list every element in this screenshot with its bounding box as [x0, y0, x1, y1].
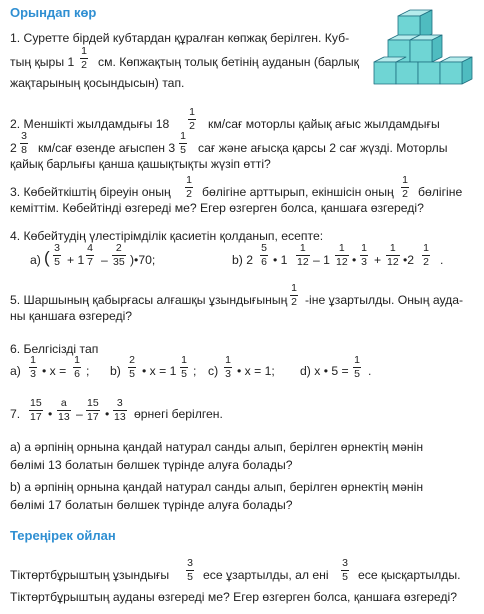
- problem-2-line-2c: сағ және ағысқа қарсы 2 сағ жүзді. Моторлы: [198, 141, 448, 155]
- problem-3-line-2: кеміттім. Көбейтінді өзгереді ме? Егер өзгерген болса, қаншаға өзгереді?: [10, 201, 424, 215]
- problem-4b-op1: • 1: [273, 253, 288, 267]
- problem-4b-end: .: [440, 253, 444, 267]
- fraction: 4 7: [87, 242, 93, 268]
- problem-7-op1: •: [48, 407, 53, 421]
- problem-6d-end: .: [368, 364, 372, 378]
- problem-4b-op2: – 1: [313, 253, 330, 267]
- problem-6a-label: а): [10, 364, 21, 378]
- problem-3-line-1a: 3. Көбейткіштің біреуін оның: [10, 185, 171, 199]
- problem-7a-line-2: бөлімі 13 болатын бөлшек түрінде алуға болады?: [10, 458, 293, 472]
- fraction: 3 5: [54, 242, 60, 268]
- problem-6b-end: ;: [193, 364, 197, 378]
- problem-5-line-2: ны қаншаға өзгереді?: [10, 309, 133, 323]
- problem-7-tail: өрнегі берілген.: [134, 407, 223, 421]
- problem-1-line-2b: см. Көпжақтың толық бетінің ауданын (барлық: [98, 55, 359, 69]
- problem-4b-op4: +: [374, 253, 382, 267]
- think-line-1b: есе ұзартылды, ал ені: [203, 568, 329, 582]
- problem-3-line-1c: бөлігіне: [418, 185, 463, 199]
- problem-4b-op5: •2: [403, 253, 415, 267]
- problem-7a-line-1: а) a әрпінің орнына қандай натурал санды алып, берілген өрнектің мәнін: [10, 440, 424, 454]
- fraction: 1 2: [189, 106, 195, 132]
- problem-7b-line-1: b) a әрпінің орнына қандай натурал санды алып, берілген өрнектің мәнін: [10, 480, 424, 494]
- fraction: 3 5: [187, 557, 193, 583]
- problem-5-line-1b: -іне ұзартылды. Оның ауда-: [305, 293, 464, 307]
- problem-4a-paren: (: [44, 248, 50, 267]
- problem-7-op3: •: [105, 407, 110, 421]
- problem-6c-label: c): [208, 364, 219, 378]
- problem-1-line-2a: тың қыры 1: [10, 55, 75, 69]
- fraction: 1 5: [181, 354, 187, 380]
- problem-4a-label: а): [30, 253, 41, 267]
- problem-2-line-3: қайық барлығы қанша қашықтықты жүзіп өтті?: [10, 157, 271, 171]
- fraction: 15 17: [30, 397, 42, 423]
- fraction: a 13: [58, 397, 70, 423]
- problem-3-line-1b: бөлігіне арттырып, екіншісін оның: [202, 185, 394, 199]
- fraction: 1 3: [225, 354, 231, 380]
- problem-7-op2: –: [76, 407, 83, 421]
- fraction: 1 12: [387, 242, 399, 268]
- problem-6a-op: • x =: [42, 364, 67, 378]
- fraction: 15 17: [87, 397, 99, 423]
- fraction: 1 6: [74, 354, 80, 380]
- problem-6b-label: b): [110, 364, 121, 378]
- fraction: 5 6: [261, 242, 267, 268]
- problem-4b-label: b) 2: [232, 253, 254, 267]
- problem-6c-op: • x = 1;: [237, 364, 275, 378]
- problem-2-line-1b: км/сағ моторлы қайық ағыс жылдамдығы: [208, 117, 440, 131]
- problem-4-line-1: 4. Көбейтудің үлестірімділік қасиетін қолданып, есепте:: [10, 229, 324, 243]
- think-line-1c: есе қысқартылды.: [358, 568, 461, 582]
- fraction: 1 12: [336, 242, 348, 268]
- fraction: 3 5: [342, 557, 348, 583]
- fraction: 1 2: [402, 174, 408, 200]
- problem-1-line-1: 1. Суретте бірдей кубтардан құралған көпжақ берілген. Куб-: [10, 31, 350, 45]
- problem-4a-minus: –: [101, 253, 108, 267]
- fraction: 1 2: [423, 242, 429, 268]
- problem-6b-op: • x = 1: [142, 364, 177, 378]
- fraction: 1 5: [180, 130, 186, 156]
- problem-2-line-2a: 2: [10, 141, 17, 155]
- fraction: 3 8: [21, 130, 27, 156]
- fraction: 3 13: [114, 397, 126, 423]
- fraction: 1 2: [291, 282, 297, 308]
- problem-1-line-3: жақтарының қосындысын) тап.: [10, 76, 185, 90]
- problem-6-title: 6. Белгісізді тап: [10, 342, 99, 356]
- problem-4a-tail: )•70;: [130, 253, 156, 267]
- cubes-illustration: [370, 8, 474, 86]
- fraction: 1 2: [81, 45, 87, 71]
- fraction: 1 3: [30, 354, 36, 380]
- problem-6d-op: d) x • 5 =: [300, 364, 349, 378]
- think-line-1a: Тіктөртбұрыштың ұзындығы: [10, 568, 170, 582]
- fraction: 1 3: [361, 242, 367, 268]
- problem-7b-line-2: бөлімі 17 болатын бөлшек түрінде алуға болады?: [10, 498, 293, 512]
- problem-2-line-2b: км/сағ өзенде ағыспен 3: [38, 141, 176, 155]
- problem-2-line-1a: 2. Меншікті жылдамдығы 18: [10, 117, 170, 131]
- problem-5-line-1a: 5. Шаршының қабырғасы алғашқы ұзындығының: [10, 293, 288, 307]
- problem-6a-end: ;: [86, 364, 90, 378]
- fraction: 1 2: [186, 174, 192, 200]
- think-line-2: Тіктөртбұрыштың ауданы өзгереді ме? Егер өзгерген болса, қаншаға өзгереді?: [10, 590, 458, 604]
- fraction: 1 12: [297, 242, 309, 268]
- fraction: 2 35: [113, 242, 125, 268]
- problem-4a-plus: + 1: [67, 253, 85, 267]
- fraction: 1 5: [354, 354, 360, 380]
- problem-4b-op3: •: [352, 253, 357, 267]
- fraction: 2 5: [129, 354, 135, 380]
- section-title-practice: Орындап көр: [10, 5, 97, 20]
- section-title-think: Тереңірек ойлан: [10, 528, 116, 543]
- problem-7-label: 7.: [10, 407, 21, 421]
